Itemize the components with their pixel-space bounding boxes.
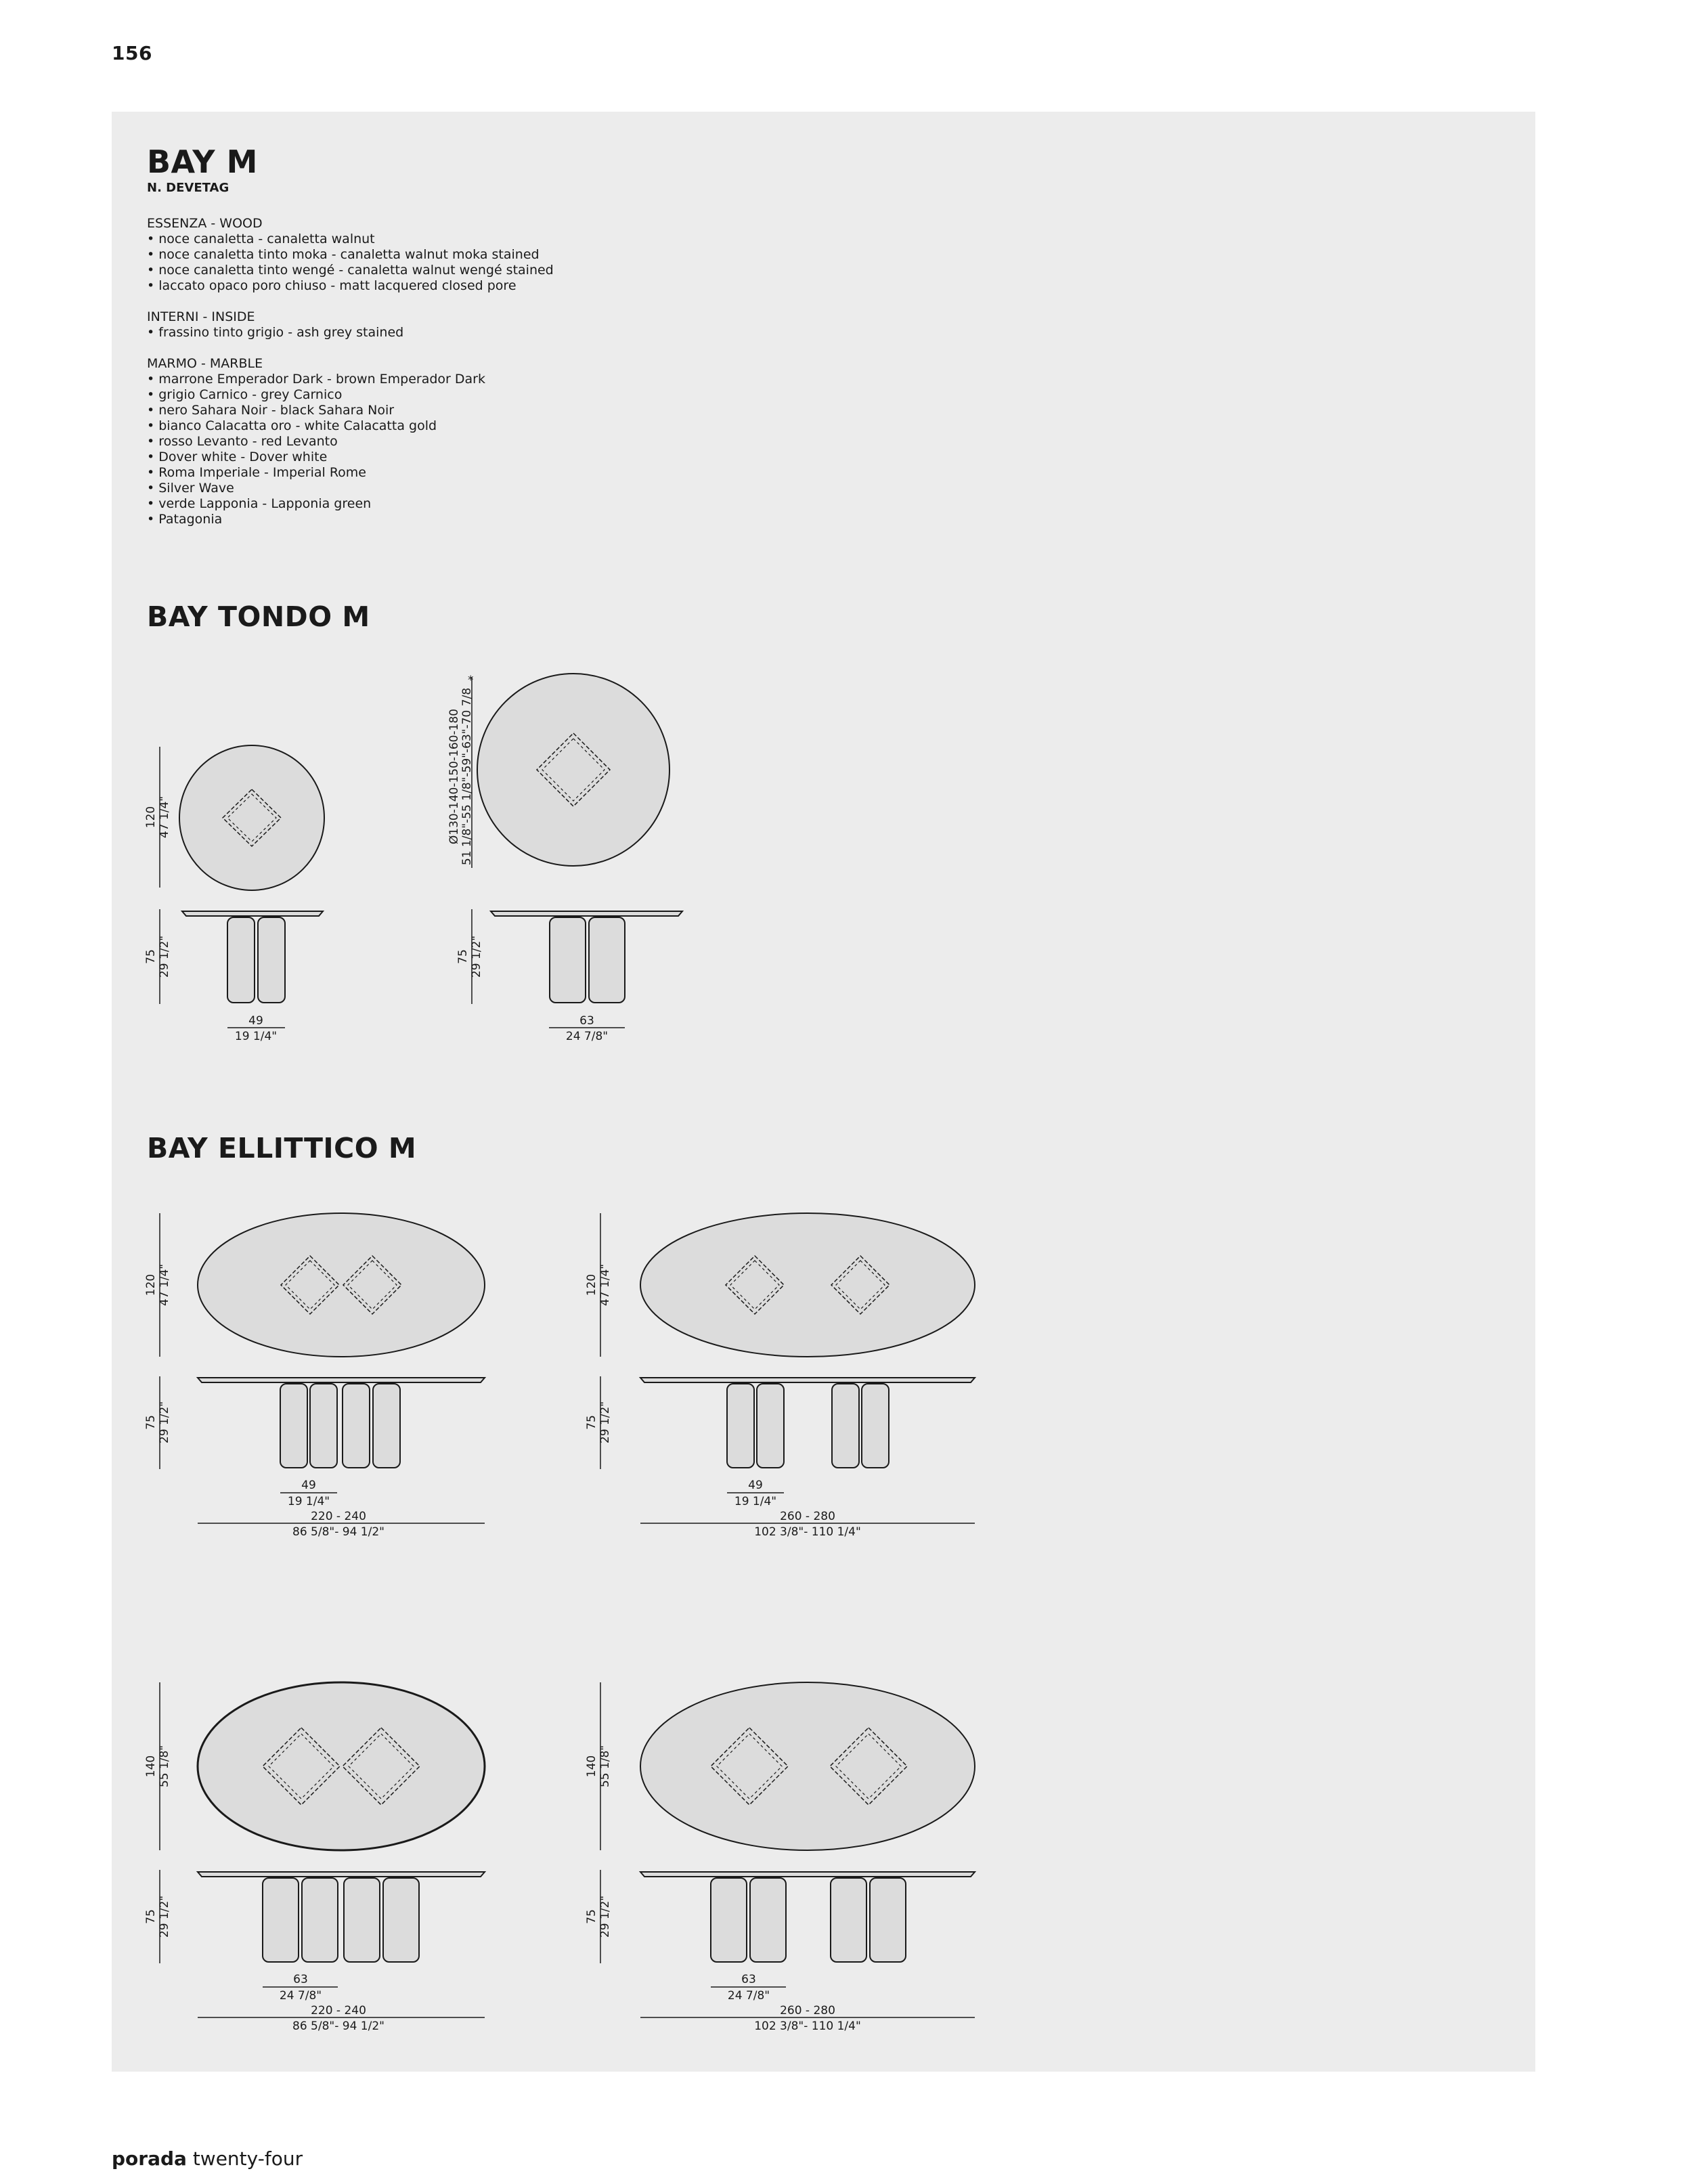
section-title-ellittico: BAY ELLITTICO M (147, 1132, 417, 1164)
dim-label: 140 (144, 1755, 158, 1778)
page-number: 156 (112, 42, 152, 64)
table-side-view (182, 911, 323, 1003)
dim-label: 75 (585, 1415, 598, 1430)
dim-label: 29 1/2" (598, 1895, 612, 1938)
dim-label: 55 1/8" (158, 1745, 171, 1788)
dim-label: 260 - 280 (780, 1510, 835, 1523)
dim-label: 24 7/8" (727, 1989, 770, 2003)
drawing-tondo-large (447, 674, 682, 1043)
dim-label: 75 (144, 1415, 158, 1430)
dimension-height-75 (585, 1870, 612, 1963)
dimension-length-260-280 (640, 2004, 975, 2033)
drawing-tondo-small (144, 745, 324, 1043)
dim-label: 75 (144, 1909, 158, 1924)
tabletop-top-view (477, 674, 669, 866)
dim-asterisk: * (468, 674, 474, 687)
table-side-view (198, 1378, 485, 1468)
dimension-base-49 (227, 1014, 285, 1043)
drawing-ellittico-140-220 (144, 1682, 485, 2033)
dim-label: 29 1/2" (158, 1895, 171, 1938)
page-footer (112, 2147, 303, 2170)
spec-item: • noce canaletta tinto moka - canaletta walnut moka stained (147, 247, 554, 263)
dim-label: 260 - 280 (780, 2004, 835, 2017)
dim-label: 49 (748, 1479, 763, 1492)
dim-label: 47 1/4" (158, 795, 171, 839)
dimension-diameter-120 (144, 747, 171, 888)
section-title-tondo: BAY TONDO M (147, 600, 370, 633)
drawing-ellittico-140-260 (585, 1682, 975, 2033)
dimension-height-75 (144, 909, 171, 1004)
dim-label: 51 1/8"-55 1/8"-59"-63"-70 7/8 (460, 687, 474, 866)
designer-name: N. DEVETAG (147, 181, 229, 195)
dimension-base-49 (280, 1479, 337, 1508)
dim-label: 49 (301, 1479, 316, 1492)
dimension-depth-140 (585, 1682, 612, 1850)
dim-label: 47 1/4" (158, 1263, 171, 1307)
dim-label: 75 (585, 1909, 598, 1924)
dimension-base-63 (711, 1973, 786, 2003)
spec-heading: INTERNI - INSIDE (147, 309, 255, 324)
dimension-depth-140 (144, 1682, 171, 1850)
dim-label: Ø130-140-150-160-180 (447, 708, 461, 845)
dimension-depth-120 (585, 1213, 612, 1357)
dimension-length-220-240 (198, 1510, 485, 1539)
dim-label: 63 (741, 1973, 756, 1986)
dimension-height-75 (456, 909, 483, 1004)
spec-item: • Dover white - Dover white (147, 450, 554, 465)
dim-label: 29 1/2" (598, 1401, 612, 1444)
dimension-diameter-range (447, 674, 474, 868)
dimension-length-260-280 (640, 1510, 975, 1539)
spec-item: • grigio Carnico - grey Carnico (147, 387, 554, 403)
dimension-height-75 (144, 1376, 171, 1469)
dim-label: 140 (585, 1755, 598, 1778)
table-side-view (640, 1872, 975, 1962)
spec-item: • marrone Emperador Dark - brown Emperador Dark (147, 372, 554, 387)
dim-label: 86 5/8"- 94 1/2" (292, 2019, 385, 2033)
dim-label: 120 (144, 1273, 158, 1296)
tabletop-top-view (179, 745, 324, 890)
dim-label: 75 (456, 949, 470, 964)
footer-edition: twenty-four (192, 2147, 303, 2170)
spec-heading: MARMO - MARBLE (147, 356, 263, 371)
spec-item: • nero Sahara Noir - black Sahara Noir (147, 403, 554, 418)
technical-drawings (112, 112, 1535, 2072)
spec-item: • rosso Levanto - red Levanto (147, 434, 554, 450)
dimension-depth-120 (144, 1213, 171, 1357)
dim-label: 49 (248, 1014, 263, 1028)
table-side-view (640, 1378, 975, 1468)
tabletop-top-view (198, 1213, 485, 1357)
dim-label: 220 - 240 (311, 2004, 366, 2017)
dim-label: 63 (293, 1973, 308, 1986)
dim-label: 19 1/4" (287, 1495, 330, 1508)
dim-label: 86 5/8"- 94 1/2" (292, 1525, 385, 1539)
spec-item: • bianco Calacatta oro - white Calacatta gold (147, 418, 554, 434)
spec-item: • noce canaletta tinto wengé - canaletta walnut wengé stained (147, 263, 554, 278)
footer-brand: porada (112, 2147, 187, 2170)
spec-item: • verde Lapponia - Lapponia green (147, 496, 554, 512)
dim-label: 29 1/2" (158, 935, 171, 978)
dimension-length-220-240 (198, 2004, 485, 2033)
product-title: BAY M (147, 144, 258, 180)
dim-label: 75 (144, 949, 158, 964)
tabletop-top-view (640, 1682, 975, 1850)
dim-label: 19 1/4" (234, 1030, 278, 1043)
dim-label: 24 7/8" (565, 1030, 609, 1043)
drawing-ellittico-120-220 (144, 1213, 485, 1539)
dim-label: 102 3/8"- 110 1/4" (754, 2019, 861, 2033)
dimension-base-49 (727, 1479, 784, 1508)
table-side-view (491, 911, 682, 1003)
spec-item: • Patagonia (147, 512, 554, 527)
drawing-ellittico-120-260 (585, 1213, 975, 1539)
tabletop-top-view (640, 1213, 975, 1357)
spec-item: • Roma Imperiale - Imperial Rome (147, 465, 554, 481)
spec-item: • noce canaletta - canaletta walnut (147, 232, 554, 247)
dimension-height-75 (585, 1376, 612, 1469)
dimension-height-75 (144, 1870, 171, 1963)
dim-label: 55 1/8" (598, 1745, 612, 1788)
spec-item: • laccato opaco poro chiuso - matt lacquered closed pore (147, 278, 554, 294)
product-panel (112, 112, 1535, 2072)
dim-label: 102 3/8"- 110 1/4" (754, 1525, 861, 1539)
dimension-base-63 (263, 1973, 338, 2003)
table-side-view (198, 1872, 485, 1962)
dim-label: 120 (144, 806, 158, 829)
spec-item: • Silver Wave (147, 481, 554, 496)
dim-label: 63 (579, 1014, 594, 1028)
dimension-base-63 (549, 1014, 625, 1043)
dim-label: 120 (585, 1273, 598, 1296)
dim-label: 220 - 240 (311, 1510, 366, 1523)
dim-label: 29 1/2" (158, 1401, 171, 1444)
spec-heading: ESSENZA - WOOD (147, 216, 263, 231)
spec-item: • frassino tinto grigio - ash grey stained (147, 325, 554, 341)
dim-label: 19 1/4" (734, 1495, 777, 1508)
dim-label: 47 1/4" (598, 1263, 612, 1307)
dim-label: 29 1/2" (470, 935, 483, 978)
dim-label: 24 7/8" (279, 1989, 322, 2003)
tabletop-top-view (198, 1682, 485, 1850)
